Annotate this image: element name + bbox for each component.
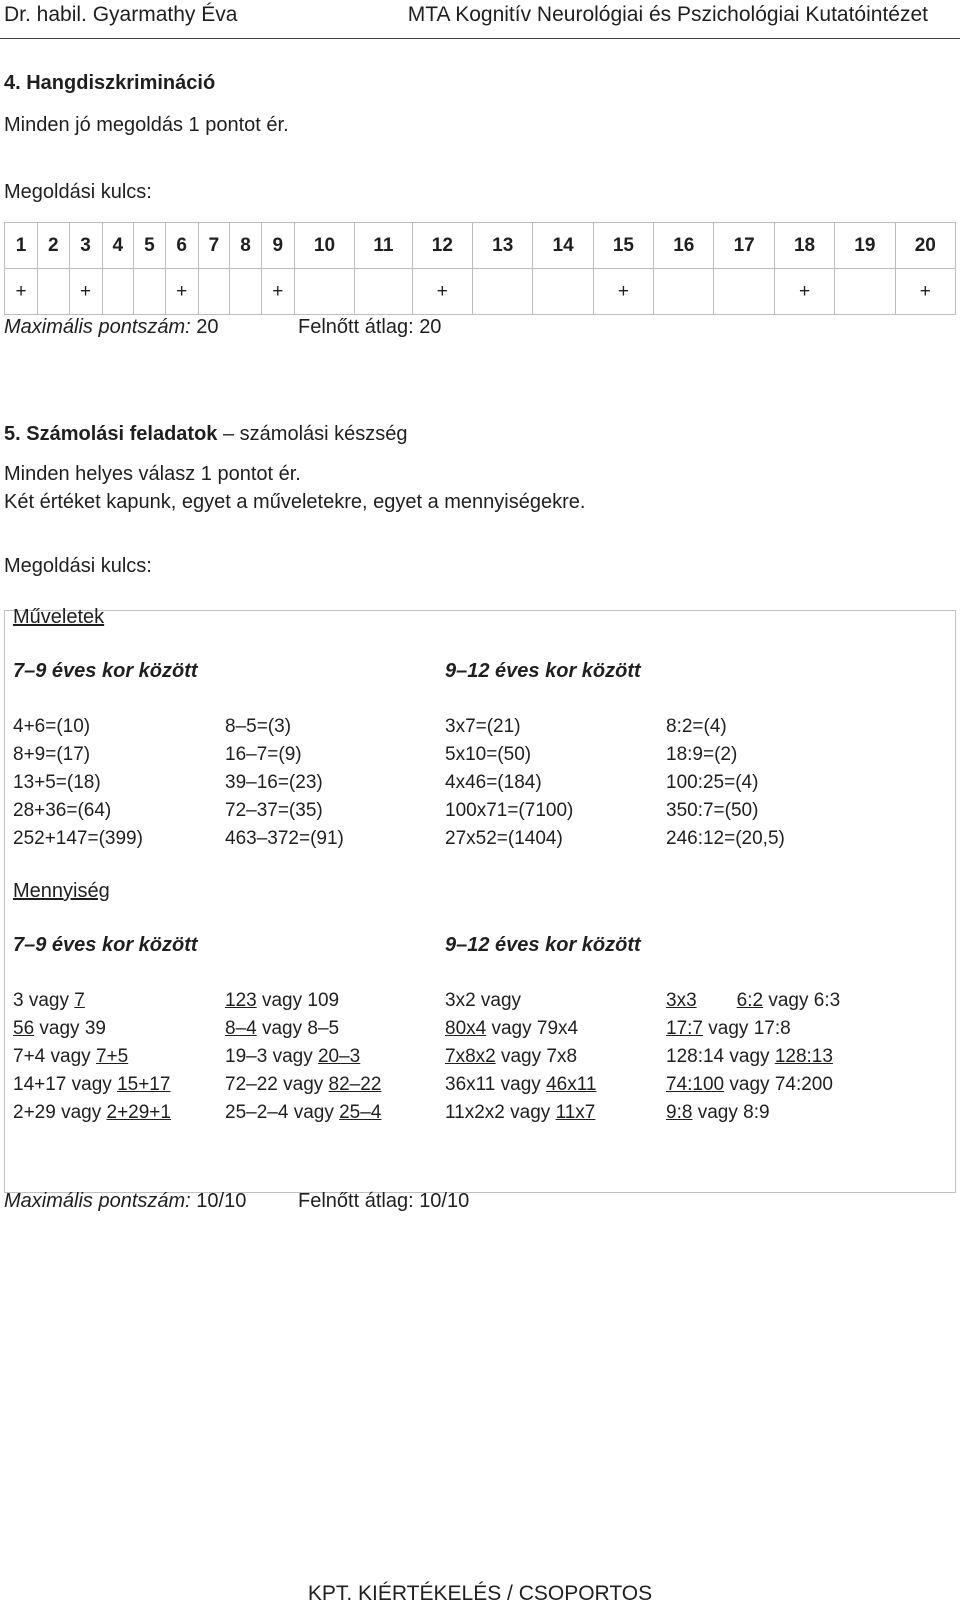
answer-key-table <box>4 222 956 315</box>
quantity-option-b: 8–5 <box>307 1018 340 1039</box>
quantity-or: vagy <box>708 1018 754 1039</box>
answer-key-number: 2 <box>38 223 70 269</box>
answer-key-mark <box>198 269 230 315</box>
quantity-or: vagy <box>510 1102 556 1123</box>
quantity-age-7-9: 7–9 éves kor között <box>13 934 198 956</box>
answer-key-marks-row <box>5 269 956 315</box>
operation-answer: 16–7=(9) <box>225 744 302 765</box>
operations-heading: Műveletek <box>13 606 105 628</box>
operation-answer: 8+9=(17) <box>13 744 91 765</box>
quantity-option-a: 6:2 <box>736 990 764 1011</box>
answer-key-number: 19 <box>835 223 895 269</box>
quantity-or: vagy <box>293 1102 340 1123</box>
answer-key-mark <box>38 269 70 315</box>
quantity-age-9-12: 9–12 éves kor között <box>445 934 641 956</box>
quantity-option-b: 20–3 <box>317 1046 361 1067</box>
max-score-value-5: 10/10 <box>196 1190 247 1212</box>
operation-answer: 72–37=(35) <box>225 800 323 821</box>
answer-key-mark: + <box>895 269 955 315</box>
quantity-pair <box>445 1043 596 1071</box>
answer-key-number: 20 <box>895 223 955 269</box>
answer-key-numbers-row <box>5 223 956 269</box>
quantity-option-a: 2+29 <box>13 1102 56 1123</box>
quantity-or: vagy <box>480 990 522 1011</box>
section-5-rule-2: Két értéket kapunk, egyet a műveletekre, egyet a mennyiségekre. <box>4 491 586 513</box>
quantity-col-1 <box>13 987 171 1127</box>
operation-answer: 13+5=(18) <box>13 772 101 793</box>
answer-key-mark <box>473 269 533 315</box>
section-5-average-line <box>298 1190 469 1213</box>
operations-col-division <box>666 713 785 853</box>
max-score-label-5: Maximális pontszám: <box>4 1190 191 1212</box>
quantity-option-b: 25–4 <box>339 1102 382 1123</box>
quantity-pair <box>225 1099 381 1127</box>
quantity-option-b: 39 <box>84 1018 106 1039</box>
answer-key-mark: + <box>593 269 653 315</box>
adult-average-value-5: 10/10 <box>419 1190 470 1212</box>
quantity-or: vagy <box>729 1046 775 1067</box>
section-5-title-main: 5. Számolási feladatok <box>4 423 218 445</box>
operations-age-7-9: 7–9 éves kor között <box>13 660 198 682</box>
quantity-option-b: 8:9 <box>743 1102 770 1123</box>
answer-key-number: 8 <box>230 223 262 269</box>
quantity-option-b: 11x7 <box>555 1102 596 1123</box>
answer-key-number: 4 <box>102 223 134 269</box>
quantity-pair <box>13 1015 171 1043</box>
quantity-option-b: 74:200 <box>774 1074 833 1095</box>
operation-answer: 4+6=(10) <box>13 716 91 737</box>
quantity-option-a: 123 <box>225 990 257 1011</box>
quantity-option-b: 109 <box>307 990 340 1011</box>
quantity-option-a: 56 <box>13 1018 35 1039</box>
quantity-or: vagy <box>283 1074 329 1095</box>
operation-answer: 4x46=(184) <box>445 772 542 793</box>
quantity-option-a: 7+4 <box>13 1046 46 1067</box>
quantity-pair <box>13 1071 171 1099</box>
page-footer: KPT. KIÉRTÉKELÉS / CSOPORTOS <box>307 1582 653 1605</box>
quantity-option-a: 74:100 <box>666 1074 725 1095</box>
quantity-option-b: 15+17 <box>117 1074 171 1095</box>
answer-key-mark: + <box>5 269 38 315</box>
answer-key-number: 7 <box>198 223 230 269</box>
operations-col-multiplication <box>445 713 573 853</box>
answer-key-number: 16 <box>654 223 714 269</box>
quantity-option-a: 19–3 <box>225 1046 268 1067</box>
quantity-option-b: 7+5 <box>95 1046 129 1067</box>
quantity-option-a: 8–4 <box>225 1018 257 1039</box>
answer-key-mark: + <box>261 269 294 315</box>
quantity-option-a: 3x2 <box>445 990 476 1011</box>
answer-key-number: 11 <box>355 223 413 269</box>
quantity-or: vagy <box>697 1102 744 1123</box>
header-institute: MTA Kognitív Neurológiai és Pszichológiai Kutatóintézet <box>407 3 928 26</box>
operation-answer: 252+147=(399) <box>13 828 143 849</box>
quantity-pair <box>666 1071 840 1099</box>
answer-key-mark <box>294 269 354 315</box>
answer-key-number: 3 <box>69 223 102 269</box>
section-4-key-label: Megoldási kulcs: <box>4 181 152 203</box>
answer-key-mark: + <box>69 269 102 315</box>
quantity-option-a: 25–2–4 <box>225 1102 289 1123</box>
quantity-pair <box>445 1071 596 1099</box>
operation-answer: 3x7=(21) <box>445 716 521 737</box>
quantity-option-a: 36x11 <box>445 1074 496 1095</box>
quantity-option-a: 3 <box>13 990 24 1011</box>
section-4-rule: Minden jó megoldás 1 pontot ér. <box>4 114 289 136</box>
section-5-key-label: Megoldási kulcs: <box>4 555 152 577</box>
answer-key-mark <box>102 269 134 315</box>
quantity-or: vagy <box>71 1074 118 1095</box>
quantity-or: vagy <box>261 990 308 1011</box>
answer-key-mark <box>835 269 895 315</box>
operation-answer: 246:12=(20,5) <box>666 828 785 849</box>
quantity-col-3 <box>445 987 596 1127</box>
operation-answer: 5x10=(50) <box>445 744 532 765</box>
quantity-or: vagy <box>39 1018 85 1039</box>
quantity-pair <box>13 987 171 1015</box>
quantity-pair <box>225 1071 381 1099</box>
quantity-option-b: 17:8 <box>753 1018 791 1039</box>
operations-age-9-12: 9–12 éves kor között <box>445 660 641 682</box>
quantity-pair <box>225 1043 381 1071</box>
header-divider <box>0 38 960 39</box>
quantity-option-b: 79x4 <box>536 1018 579 1039</box>
max-score-value: 20 <box>196 316 219 338</box>
answer-key-number: 10 <box>294 223 354 269</box>
section-4-title: 4. Hangdiszkrimináció <box>4 72 216 94</box>
operation-answer: 8–5=(3) <box>225 716 292 737</box>
quantity-pair <box>225 1015 381 1043</box>
answer-key-number: 5 <box>134 223 166 269</box>
quantity-option-a: 128:14 <box>666 1046 725 1067</box>
quantity-pair <box>666 1043 840 1071</box>
adult-average-value: 20 <box>419 316 442 338</box>
quantity-option-a: 14+17 <box>13 1074 67 1095</box>
operation-answer: 18:9=(2) <box>666 744 738 765</box>
quantity-col-4 <box>666 987 840 1127</box>
answer-key-number: 14 <box>533 223 593 269</box>
quantity-option-b: 7 <box>74 990 85 1011</box>
section-5-rule-1: Minden helyes válasz 1 pontot ér. <box>4 463 301 485</box>
answer-key-number: 1 <box>5 223 38 269</box>
quantity-pair <box>666 987 840 1015</box>
section-4-score-line <box>4 316 219 339</box>
answer-key-mark: + <box>165 269 198 315</box>
operation-answer: 27x52=(1404) <box>445 828 563 849</box>
quantity-option-b: 7x8 <box>546 1046 578 1067</box>
answer-key-mark: + <box>774 269 834 315</box>
answer-key-mark <box>230 269 262 315</box>
answer-key-mark <box>134 269 166 315</box>
quantity-or: vagy <box>28 990 75 1011</box>
quantity-col-2 <box>225 987 381 1127</box>
quantity-pair <box>666 1099 840 1127</box>
answer-key-number: 6 <box>165 223 198 269</box>
answer-key-number: 13 <box>473 223 533 269</box>
operation-answer: 100:25=(4) <box>666 772 759 793</box>
answer-key-number: 12 <box>412 223 472 269</box>
quantity-option-a: 11x2x2 <box>445 1102 505 1123</box>
quantity-option-a: 72–22 <box>225 1074 278 1095</box>
quantity-option-b: 82–22 <box>328 1074 382 1095</box>
quantity-or: vagy <box>61 1102 107 1123</box>
answer-key-mark: + <box>412 269 472 315</box>
quantity-or: vagy <box>261 1018 308 1039</box>
quantity-or: vagy <box>50 1046 96 1067</box>
quantity-pair <box>445 987 596 1015</box>
quantity-or: vagy <box>500 1074 547 1095</box>
quantity-option-b: 128:13 <box>774 1046 833 1067</box>
quantity-or: vagy <box>491 1018 537 1039</box>
section-4-average-line <box>298 316 441 339</box>
quantity-pair <box>225 987 381 1015</box>
quantity-or: vagy <box>500 1046 547 1067</box>
adult-average-label-5: Felnőtt átlag: <box>298 1190 414 1212</box>
max-score-label: Maximális pontszám: <box>4 316 191 338</box>
quantity-prefix: 3x3 <box>666 990 697 1011</box>
operations-col-subtraction <box>225 713 344 853</box>
header-author: Dr. habil. Gyarmathy Éva <box>4 3 238 26</box>
quantity-or: vagy <box>272 1046 318 1067</box>
quantity-or: vagy <box>729 1074 775 1095</box>
answer-key-number: 17 <box>714 223 774 269</box>
section-5-title <box>4 423 408 446</box>
quantity-pair <box>13 1043 171 1071</box>
answer-key-mark <box>714 269 774 315</box>
answer-key-number: 9 <box>261 223 294 269</box>
quantity-option-a: 80x4 <box>445 1018 487 1039</box>
section-5-score-line <box>4 1190 246 1213</box>
section-5-title-sub: – számolási készség <box>222 423 408 445</box>
quantity-option-a: 17:7 <box>666 1018 703 1039</box>
quantity-pair <box>666 1015 840 1043</box>
quantity-pair <box>445 1015 596 1043</box>
operation-answer: 8:2=(4) <box>666 716 727 737</box>
quantity-option-b: 46x11 <box>546 1074 597 1095</box>
answer-key-number: 15 <box>593 223 653 269</box>
answer-key-mark <box>654 269 714 315</box>
quantity-pair <box>13 1099 171 1127</box>
quantity-heading: Mennyiség <box>13 880 110 902</box>
operation-answer: 39–16=(23) <box>225 772 323 793</box>
quantity-option-a: 7x8x2 <box>445 1046 496 1067</box>
quantity-option-a: 9:8 <box>666 1102 693 1123</box>
operations-col-addition <box>13 713 143 853</box>
quantity-option-b: 2+29+1 <box>106 1102 171 1123</box>
operation-answer: 100x71=(7100) <box>445 800 574 821</box>
operation-answer: 350:7=(50) <box>666 800 759 821</box>
operation-answer: 463–372=(91) <box>225 828 344 849</box>
quantity-pair <box>445 1099 596 1127</box>
answer-key-number: 18 <box>774 223 834 269</box>
adult-average-label: Felnőtt átlag: <box>298 316 414 338</box>
answer-key-mark <box>355 269 413 315</box>
operation-answer: 28+36=(64) <box>13 800 112 821</box>
quantity-option-b: 6:3 <box>813 990 841 1011</box>
quantity-or: vagy <box>768 990 814 1011</box>
answer-key-mark <box>533 269 593 315</box>
